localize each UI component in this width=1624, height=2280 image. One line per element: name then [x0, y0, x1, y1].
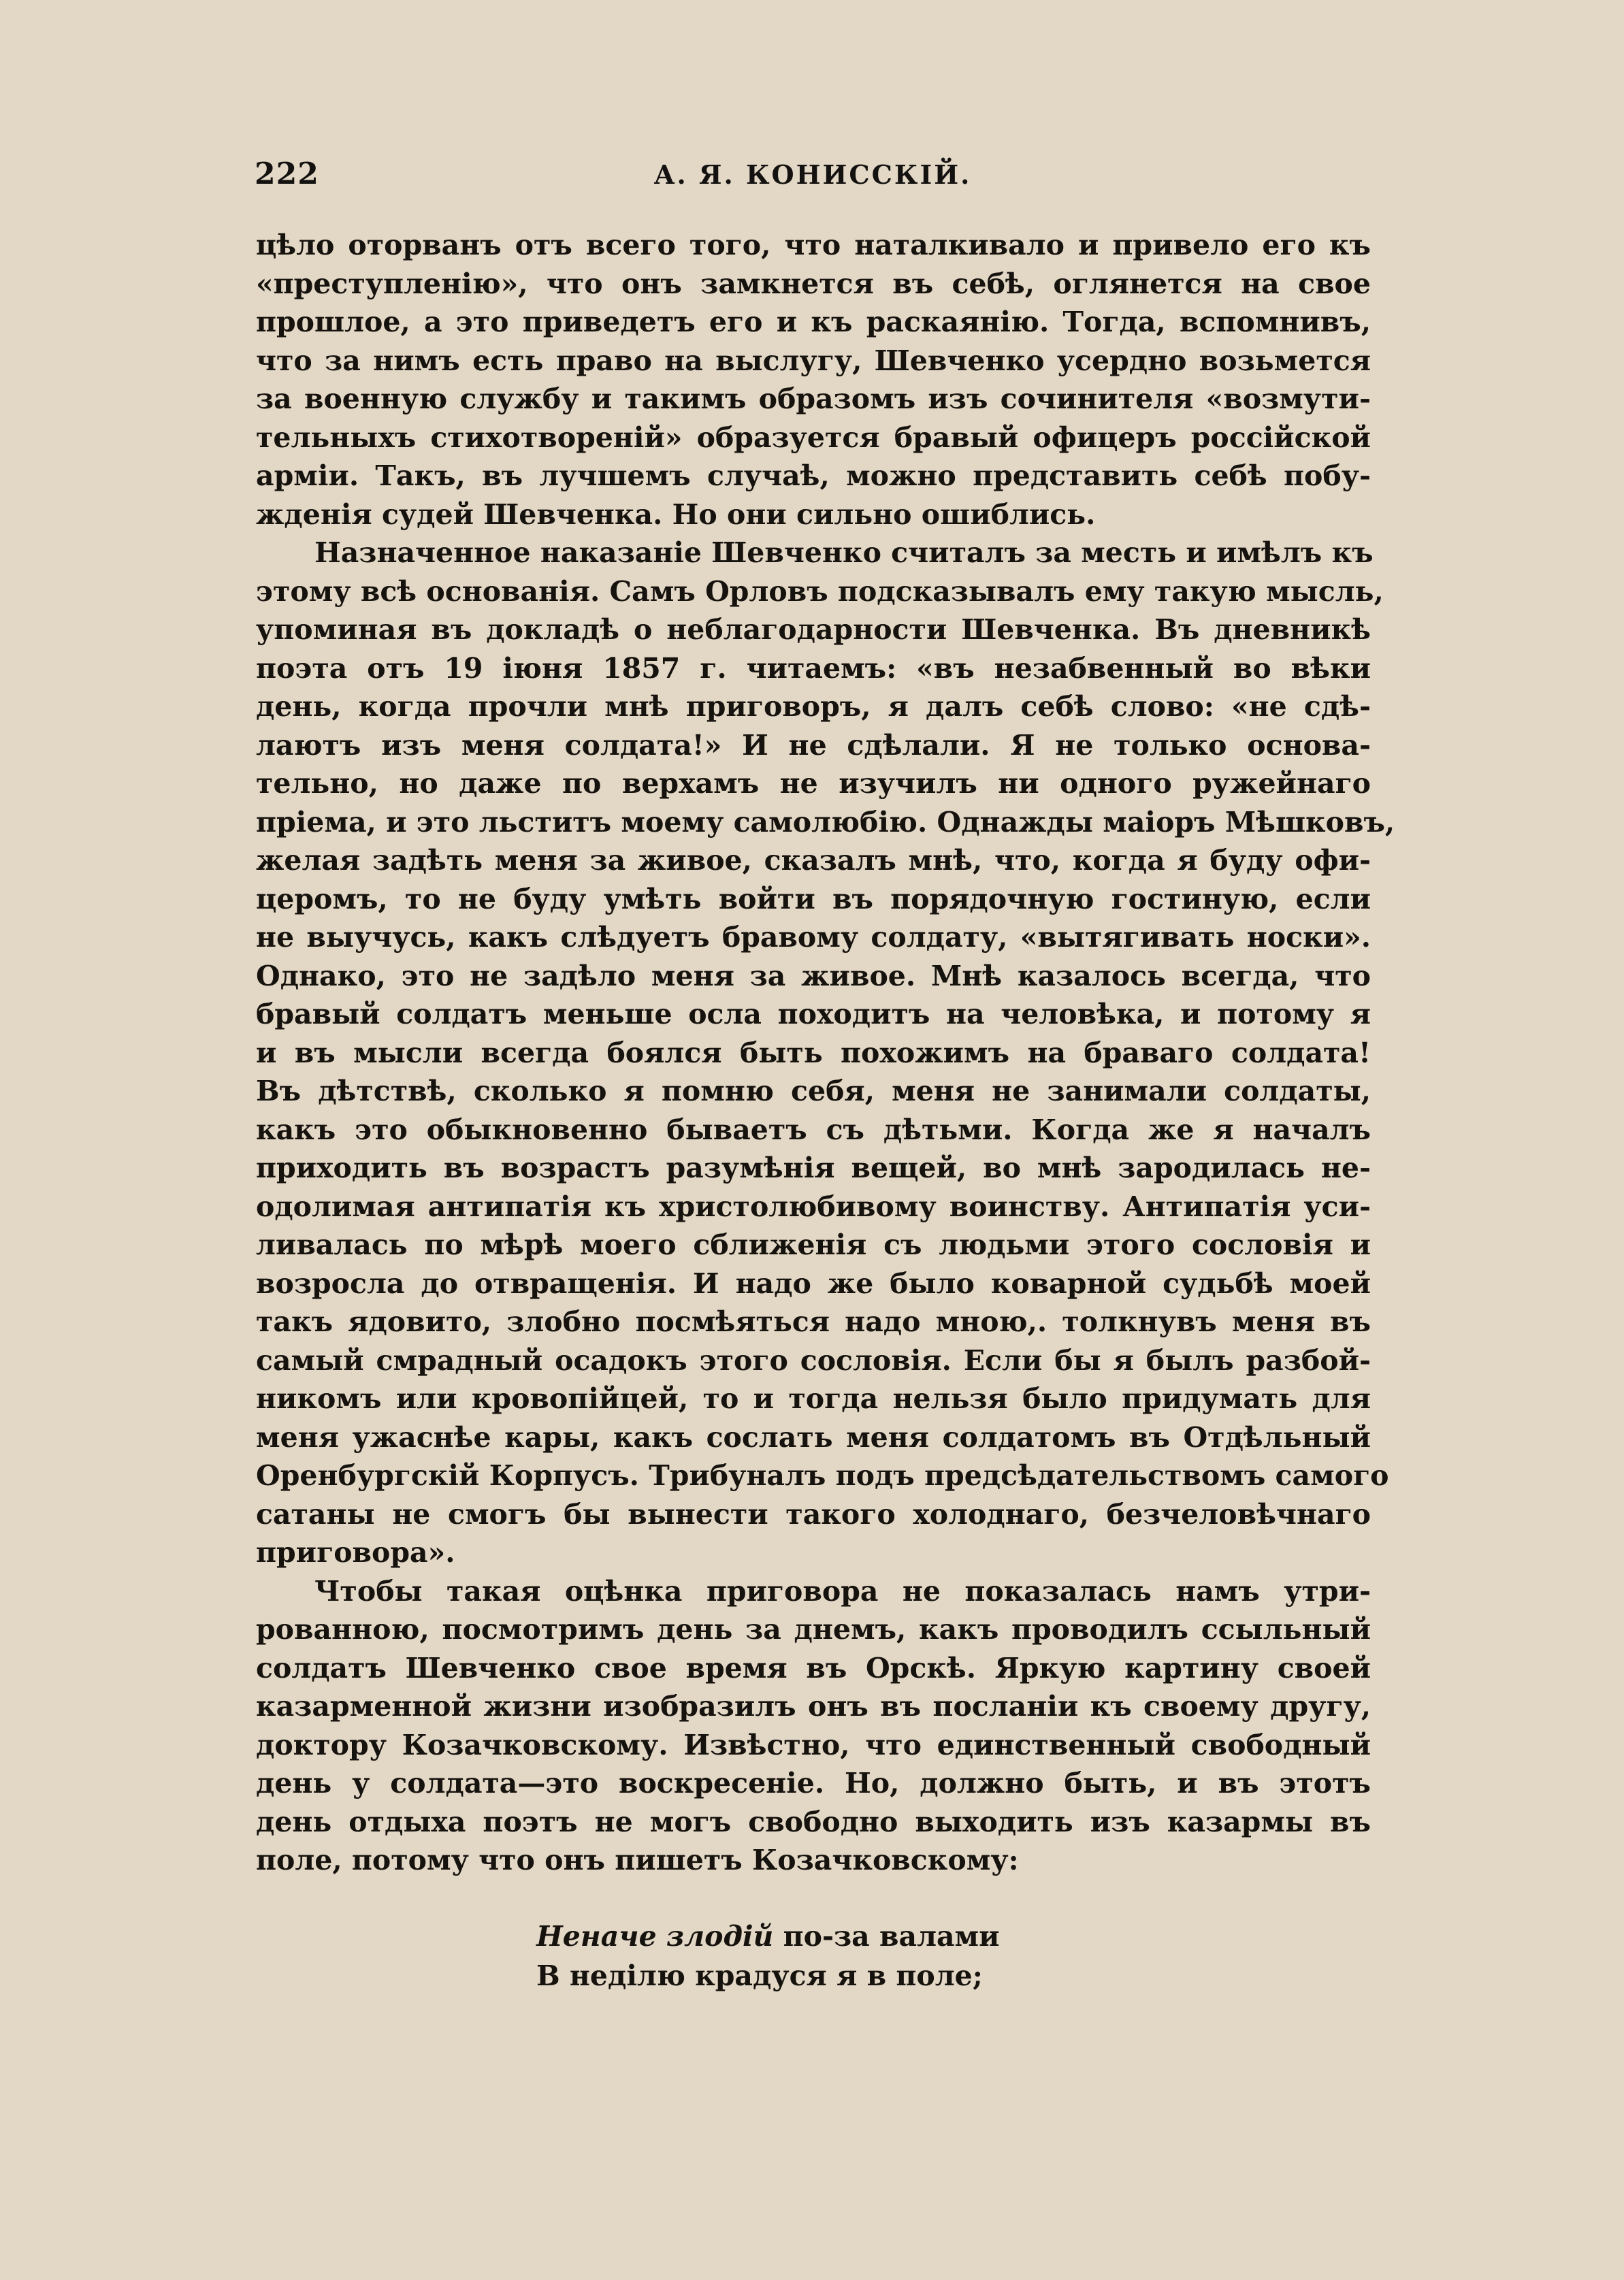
poem-italic-phrase: Неначе злодій	[536, 1920, 774, 1953]
text-line: поэта отъ 19 іюня 1857 г. читаемъ: «въ незабвенный во вѣки	[256, 651, 1371, 685]
paragraph-1	[256, 226, 1371, 534]
text-line: не выучусь, какъ слѣдуетъ бравому солдату, «вытягивать носки».	[256, 921, 1371, 954]
text-line: такъ ядовито, злобно посмѣяться надо мною,. толкнувъ меня въ	[256, 1305, 1371, 1338]
poem-line-1-rest: по-за валами	[773, 1920, 1000, 1953]
page-header	[255, 157, 1371, 197]
text-line: Чтобы такая оцѣнка приговора не показалась намъ утри-	[314, 1574, 1371, 1608]
text-line: церомъ, то не буду умѣть войти въ порядочную гостиную, если	[256, 882, 1371, 915]
text-line: день отдыха поэтъ не могъ свободно выходить изъ казармы въ	[256, 1805, 1371, 1838]
text-line: этому всѣ основанія. Самъ Орловъ подсказывалъ ему такую мысль,	[256, 574, 1384, 608]
poem-line-1	[536, 1917, 1000, 1956]
text-line: день, когда прочли мнѣ приговоръ, я далъ себѣ слово: «не сдѣ-	[256, 690, 1371, 723]
text-line: доктору Козачковскому. Извѣстно, что единственный свободный	[256, 1728, 1371, 1761]
text-line: что за нимъ есть право на выслугу, Шевченко усердно возьмется	[256, 344, 1371, 377]
text-line: рованною, посмотримъ день за днемъ, какъ проводилъ ссыльный	[256, 1613, 1371, 1646]
text-line: приходить въ возрастъ разумѣнія вещей, во мнѣ зародилась не-	[256, 1152, 1371, 1184]
text-line: жденія судей Шевченка. Но они сильно ошиблись.	[256, 498, 1096, 531]
page-number: 222	[255, 157, 319, 191]
paragraph-2	[256, 534, 1395, 1572]
text-line: и въ мысли всегда боялся быть похожимъ на браваго солдата!	[256, 1036, 1371, 1069]
text-line: солдатъ Шевченко свое время въ Орскѣ. Яркую картину своей	[256, 1651, 1371, 1684]
poem-line-2: В неділю крадуся я в поле;	[536, 1959, 983, 1992]
paragraph-3	[256, 1572, 1371, 1880]
text-line: лаютъ изъ меня солдата!» И не сдѣлали. Я не только основа-	[256, 728, 1371, 762]
body-text	[256, 226, 1395, 1880]
text-line: меня ужаснѣе кары, какъ сослать меня солдатомъ въ Отдѣльный	[256, 1420, 1371, 1454]
text-line: одолимая антипатія къ христолюбивому воинству. Антипатія уси-	[256, 1190, 1371, 1223]
text-line: Назначенное наказаніе Шевченко считалъ за месть и имѣлъ къ	[314, 536, 1374, 569]
text-line: какъ это обыкновенно бываетъ съ дѣтьми. Когда же я началъ	[256, 1113, 1371, 1146]
text-line: никомъ или кровопійцей, то и тогда нельзя было придумать для	[256, 1382, 1371, 1415]
running-title: А. Я. КОНИССКІЙ.	[653, 159, 972, 190]
text-line: арміи. Такъ, въ лучшемъ случаѣ, можно представить себѣ побу-	[256, 459, 1371, 492]
text-line: поле, потому что онъ пишетъ Козачковскому:	[256, 1844, 1019, 1876]
text-line: Въ дѣтствѣ, сколько я помню себя, меня не занимали солдаты,	[256, 1075, 1371, 1107]
text-line: желая задѣть меня за живое, сказалъ мнѣ, что, когда я буду офи-	[256, 844, 1371, 877]
text-line: пріема, и это льститъ моему самолюбію. Однажды маіоръ Мѣшковъ,	[256, 805, 1395, 838]
text-line: возросла до отвращенія. И надо же было коварной судьбѣ моей	[256, 1267, 1371, 1300]
text-line: сатаны не смогъ бы вынести такого холоднаго, безчеловѣчнаго	[256, 1497, 1371, 1531]
text-line: Однако, это не задѣло меня за живое. Мнѣ казалось всегда, что	[256, 959, 1371, 992]
text-line: приговора».	[256, 1536, 455, 1569]
text-line: «преступленію», что онъ замкнется въ себѣ, оглянется на свое	[256, 267, 1371, 300]
text-line: тельно, но даже по верхамъ не изучилъ ни одного ружейнаго	[256, 767, 1371, 800]
text-line: бравый солдатъ меньше осла походитъ на человѣка, и потому я	[256, 998, 1371, 1030]
text-line: самый смрадный осадокъ этого сословія. Если бы я былъ разбой-	[256, 1343, 1371, 1377]
text-line: Оренбургскій Корпусъ. Трибуналъ подъ предсѣдательствомъ самого	[256, 1459, 1389, 1492]
text-line: прошлое, а это приведетъ его и къ раскаянію. Тогда, вспомнивъ,	[256, 306, 1371, 338]
text-line: упоминая въ докладѣ о неблагодарности Шевченка. Въ дневникѣ	[256, 613, 1371, 646]
text-line: ливалась по мѣрѣ моего сближенія съ людьми этого сословія и	[256, 1228, 1371, 1261]
poem-quote	[536, 1917, 1000, 1996]
text-line: день у солдата—это воскресеніе. Но, должно быть, и въ этотъ	[256, 1767, 1371, 1799]
text-line: цѣло оторванъ отъ всего того, что наталкивало и привело его къ	[256, 229, 1371, 261]
text-line: тельныхъ стихотвореній» образуется бравый офицеръ россійской	[256, 421, 1371, 454]
text-line: за военную службу и такимъ образомъ изъ сочинителя «возмути-	[256, 382, 1371, 415]
text-line: казарменной жизни изобразилъ онъ въ посланіи къ своему другу,	[256, 1690, 1371, 1723]
